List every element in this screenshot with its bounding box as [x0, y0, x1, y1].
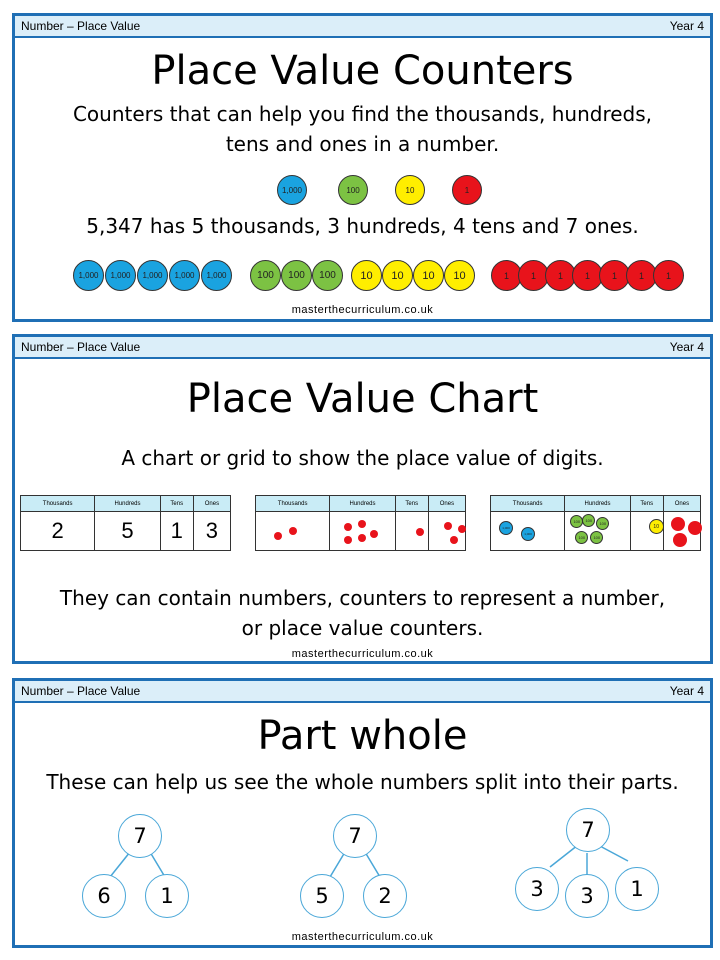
ten-counter-icon: 10: [649, 519, 664, 534]
one-counter-icon: 1: [452, 175, 482, 205]
dots-tens: [395, 512, 428, 551]
dot-counter: [444, 522, 452, 530]
card-description: A chart or grid to show the place value of digits.: [121, 446, 604, 470]
column-header-tens: Tens: [395, 496, 428, 512]
digit-ones: 3: [193, 512, 230, 551]
thousand-counter-icon: 1,000: [137, 260, 168, 291]
one-counter-icon: [671, 517, 685, 531]
card-title: Place Value Chart: [186, 376, 539, 422]
card-place-value-counters: [12, 13, 713, 322]
card-header-topic: Number – Place Value: [21, 684, 141, 698]
one-counter-icon: [688, 521, 702, 535]
whole-circle: 7: [118, 814, 162, 858]
card-description: These can help us see the whole numbers split into their parts.: [46, 770, 679, 794]
footer-website: masterthecurriculum.co.uk: [291, 931, 434, 943]
ten-counter-icon: 10: [413, 260, 444, 291]
dot-counter: [344, 523, 352, 531]
dot-counter: [450, 536, 458, 544]
digit-thousands: 2: [21, 512, 95, 551]
one-counter-icon: 1: [653, 260, 684, 291]
hundred-counter-icon: 100: [250, 260, 281, 291]
dot-counter: [344, 536, 352, 544]
column-header-ones: Ones: [663, 496, 700, 512]
card-header: [15, 16, 710, 38]
card-title: Place Value Counters: [151, 48, 574, 94]
whole-circle: 7: [566, 808, 610, 852]
dot-counter: [416, 528, 424, 536]
column-header-thousands: Thousands: [491, 496, 565, 512]
thousand-counter-icon: 1,000: [521, 527, 535, 541]
card-header-topic: Number – Place Value: [21, 340, 141, 354]
place-value-chart-digits: [20, 495, 231, 551]
digit-hundreds: 5: [95, 512, 160, 551]
part-circle: 5: [300, 874, 344, 918]
card-title: Part whole: [257, 713, 468, 759]
whole-circle: 7: [333, 814, 377, 858]
card-place-value-chart: [12, 334, 713, 664]
dots-hundreds: [330, 512, 395, 551]
one-counter-icon: 1: [518, 260, 549, 291]
one-counter-icon: 1: [572, 260, 603, 291]
one-counter-icon: 1: [491, 260, 522, 291]
footer-website: masterthecurriculum.co.uk: [291, 648, 434, 660]
thousand-counter-icon: 1,000: [169, 260, 200, 291]
card-header-topic: Number – Place Value: [21, 19, 141, 33]
ten-counter-icon: 10: [351, 260, 382, 291]
place-value-chart-counters: [490, 495, 701, 551]
part-circle: 1: [145, 874, 189, 918]
card-header-year: Year 4: [669, 684, 704, 698]
counters-hundreds: [565, 512, 630, 551]
dot-counter: [370, 530, 378, 538]
dots-thousands: [256, 512, 330, 551]
footer-website: masterthecurriculum.co.uk: [291, 304, 434, 316]
column-header-hundreds: Hundreds: [95, 496, 160, 512]
column-header-tens: Tens: [630, 496, 663, 512]
one-counter-icon: 1: [599, 260, 630, 291]
thousand-counter-icon: 1,000: [201, 260, 232, 291]
thousand-counter-icon: 1,000: [499, 521, 513, 535]
thousand-counter-icon: 1,000: [277, 175, 307, 205]
dot-counter: [289, 527, 297, 535]
dot-counter: [358, 534, 366, 542]
part-circle: 1: [615, 867, 659, 911]
hundred-counter-icon: 100: [338, 175, 368, 205]
digit-tens: 1: [160, 512, 193, 551]
card-part-whole: [12, 678, 713, 948]
dot-counter: [458, 525, 466, 533]
ten-counter-icon: 10: [395, 175, 425, 205]
part-circle: 6: [82, 874, 126, 918]
counter-representation-row: [15, 260, 710, 292]
hundred-counter-icon: 100: [281, 260, 312, 291]
counters-thousands: [491, 512, 565, 551]
hundred-counter-icon: 100: [582, 514, 595, 527]
chart-caption: They can contain numbers, counters to represent a number, or place value counters.: [59, 586, 666, 640]
place-value-chart-dots: [255, 495, 466, 551]
ten-counter-icon: 10: [444, 260, 475, 291]
hundred-counter-icon: 100: [590, 531, 603, 544]
part-circle: 3: [565, 874, 609, 918]
card-header-year: Year 4: [669, 340, 704, 354]
hundred-counter-icon: 100: [570, 515, 583, 528]
part-circle: 2: [363, 874, 407, 918]
column-header-thousands: Thousands: [21, 496, 95, 512]
example-sentence: 5,347 has 5 thousands, 3 hundreds, 4 tens and 7 ones.: [86, 214, 639, 238]
column-header-thousands: Thousands: [256, 496, 330, 512]
column-header-ones: Ones: [193, 496, 230, 512]
one-counter-icon: [673, 533, 687, 547]
hundred-counter-icon: 100: [312, 260, 343, 291]
ten-counter-icon: 10: [382, 260, 413, 291]
card-header: [15, 337, 710, 359]
column-header-tens: Tens: [160, 496, 193, 512]
part-circle: 3: [515, 867, 559, 911]
dot-counter: [358, 520, 366, 528]
hundred-counter-icon: 100: [575, 531, 588, 544]
card-description: Counters that can help you find the thousands, hundreds, tens and ones in a number.: [72, 102, 653, 156]
hundred-counter-icon: 100: [596, 517, 609, 530]
counters-tens: [630, 512, 663, 551]
dots-ones: [428, 512, 465, 551]
one-counter-icon: 1: [545, 260, 576, 291]
one-counter-icon: 1: [626, 260, 657, 291]
column-header-hundreds: Hundreds: [565, 496, 630, 512]
counters-ones: [663, 512, 700, 551]
column-header-hundreds: Hundreds: [330, 496, 395, 512]
card-header-year: Year 4: [669, 19, 704, 33]
dot-counter: [274, 532, 282, 540]
thousand-counter-icon: 1,000: [105, 260, 136, 291]
thousand-counter-icon: 1,000: [73, 260, 104, 291]
column-header-ones: Ones: [428, 496, 465, 512]
